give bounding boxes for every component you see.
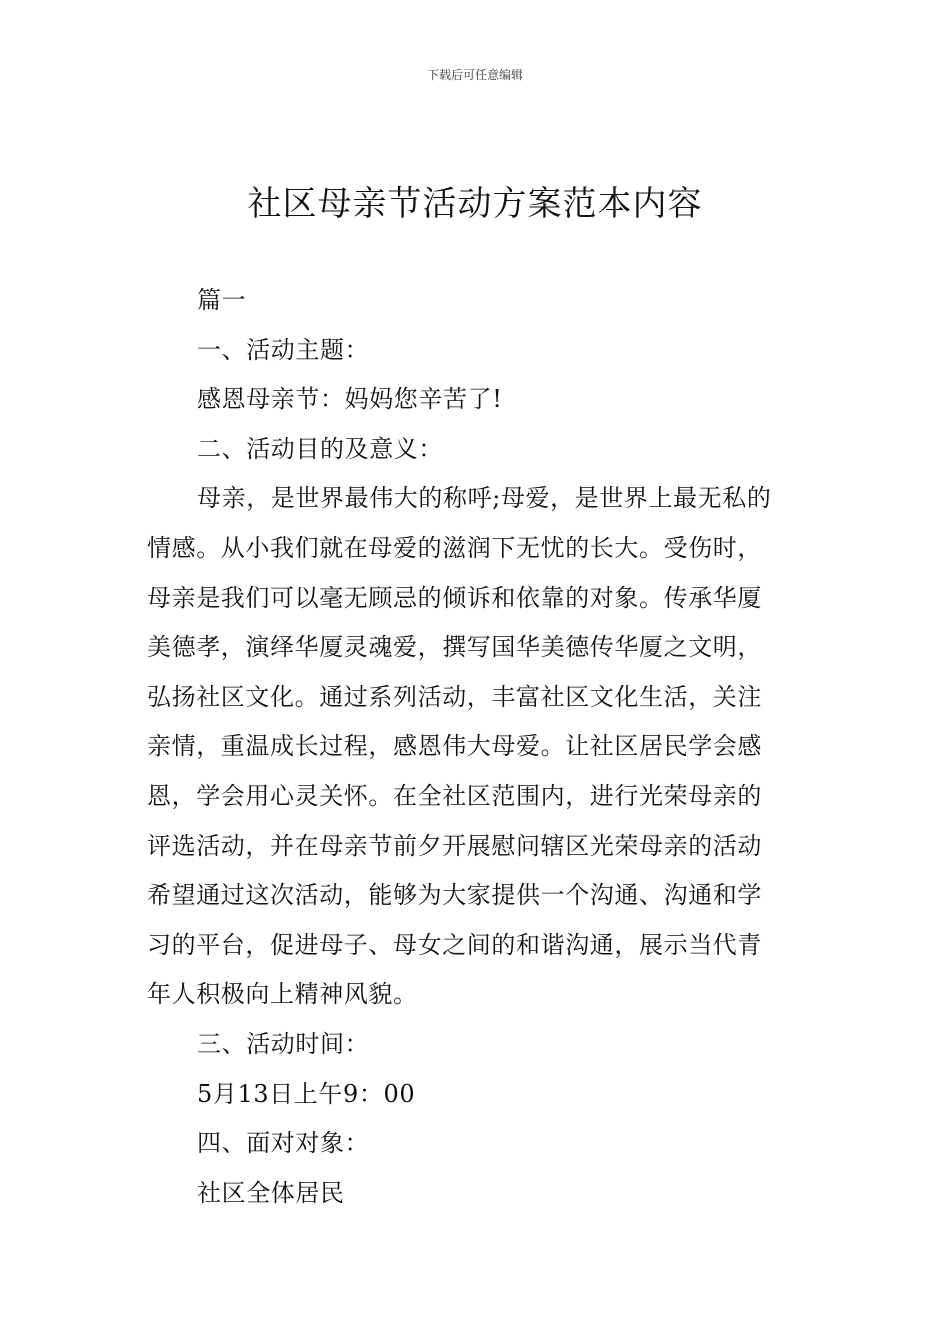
paragraph-line: 亲情，重温成长过程，感恩伟大母爱。让社区居民学会感 [147, 732, 762, 761]
paragraph-line: 美德孝，演绎华厦灵魂爱，撰写国华美德传华厦之文明， [147, 633, 762, 662]
paragraph-line: 希望通过这次活动，能够为大家提供一个沟通、沟通和学 [147, 881, 762, 910]
paragraph-line: 情感。从小我们就在母爱的滋润下无忧的长大。受伤时， [147, 533, 762, 562]
paragraph-line: 评选活动，并在母亲节前夕开展慰问辖区光荣母亲的活动 [147, 831, 762, 860]
heading-theme: 一、活动主题： [197, 335, 370, 364]
paragraph-line: 弘扬社区文化。通过系列活动，丰富社区文化生活，关注 [147, 682, 762, 711]
document-body [147, 276, 807, 1218]
audience-text: 社区全体居民 [197, 1178, 345, 1207]
paragraph-line: 母亲是我们可以毫无顾忌的倾诉和依靠的对象。传承华厦 [147, 583, 762, 612]
heading-purpose: 二、活动目的及意义： [197, 434, 443, 463]
paragraph-line: 习的平台，促进母子、母女之间的和谐沟通，展示当代青 [147, 930, 762, 959]
paragraph-line: 年人积极向上精神风貌。 [147, 980, 418, 1009]
section-label: 篇一 [197, 286, 247, 314]
document-title: 社区母亲节活动方案范本内容 [247, 184, 703, 224]
time-text: 5月13日上午9：00 [197, 1079, 416, 1108]
theme-text: 感恩母亲节：妈妈您辛苦了! [197, 385, 503, 414]
heading-audience: 四、面对对象： [197, 1129, 370, 1158]
header-note: 下载后可任意编辑 [426, 68, 523, 82]
heading-time: 三、活动时间： [197, 1029, 370, 1058]
paragraph-line: 母亲，是世界最伟大的称呼;母爱，是世界上最无私的 [197, 484, 772, 513]
paragraph-line: 恩，学会用心灵关怀。在全社区范围内，进行光荣母亲的 [147, 781, 762, 810]
